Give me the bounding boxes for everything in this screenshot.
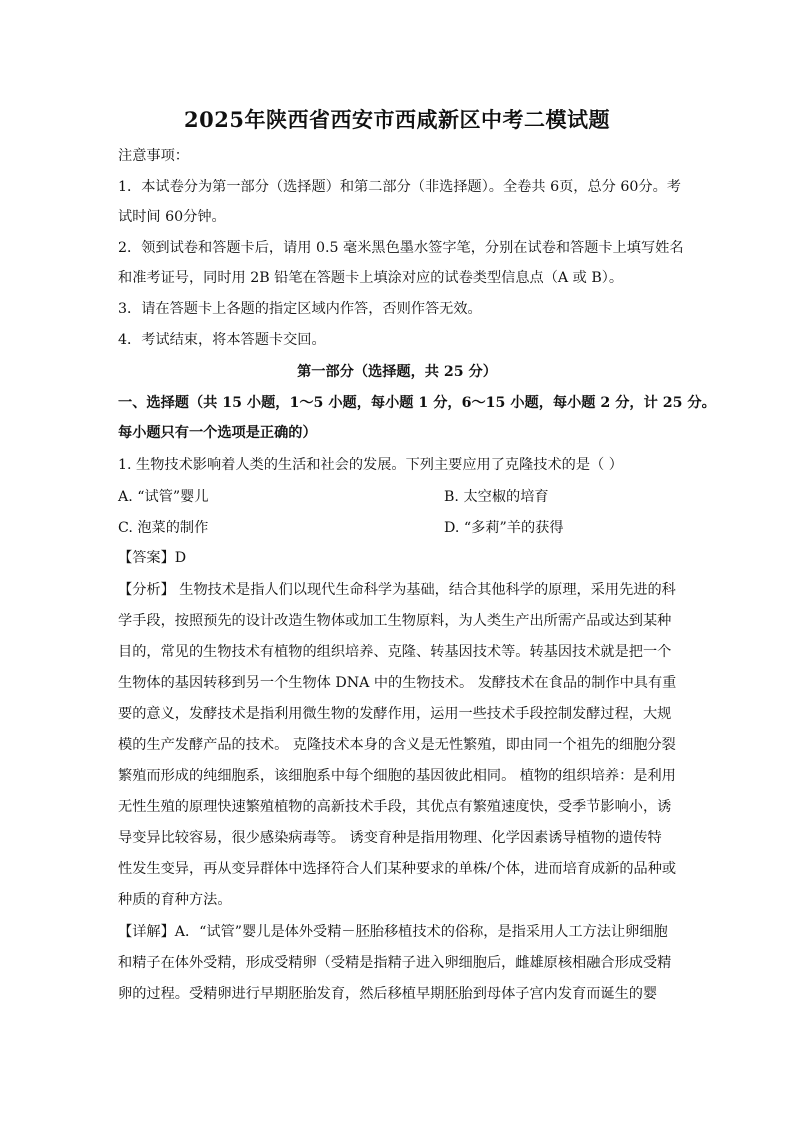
analysis-line: 繁殖而形成的纯细胞系，该细胞系中每个细胞的基因彼此相同。 植物的组织培养：是利用 xyxy=(118,768,676,784)
analysis-line: 性发生变异，再从变异群体中选择符合人们某种要求的单株/个体，进而培育成新的品种或 xyxy=(118,861,677,877)
question-1-stem: 1. 生物技术影响着人类的生活和社会的发展。下列主要应用了克隆技术的是（ ） xyxy=(118,457,623,473)
detail-line: 【详解】A．“试管”婴儿是体外受精－胚胎移植技术的俗称，是指采用人工方法让卵细胞 xyxy=(118,924,668,940)
option-a: A. “试管”婴儿 xyxy=(118,489,209,505)
notice-item-1-line-2: 试时间 60分钟。 xyxy=(118,209,226,225)
analysis-line: 无性生殖的原理快速繁殖植物的高新技术手段，其优点有繁殖速度快，受季节影响小，诱 xyxy=(118,799,672,815)
detail-line: 和精子在体外受精，形成受精卵（受精是指精子进入卵细胞后，雌雄原核相融合形成受精 xyxy=(118,955,672,971)
analysis-line: 生物体的基因转移到另一个生物体 DNA 中的生物技术。 发酵技术在食品的制作中具有重 xyxy=(118,675,677,691)
option-d: D. “多莉”羊的获得 xyxy=(444,520,564,536)
notice-item-2-line-2: 和准考证号，同时用 2B 铅笔在答题卡上填涂对应的试卷类型信息点（A 或 B）。 xyxy=(118,270,624,286)
notice-heading: 注意事项： xyxy=(118,148,189,164)
option-b: B. 太空椒的培育 xyxy=(444,489,549,505)
analysis-line: 【分析】 生物技术是指人们以现代生命科学为基础，结合其他科学的原理，采用先进的科 xyxy=(118,582,676,598)
analysis-line: 导变异比较容易，很少感染病毒等。 诱变育种是指用物理、化学因素诱导植物的遗传特 xyxy=(118,830,662,846)
detail-line: 卵的过程。受精卵进行早期胚胎发育，然后移植早期胚胎到母体子宫内发育而诞生的婴 xyxy=(118,986,658,1002)
option-c: C. 泡菜的制作 xyxy=(118,520,209,536)
analysis-line: 学手段，按照预先的设计改造生物体或加工生物原料，为人类生产出所需产品或达到某种 xyxy=(118,613,672,629)
notice-item-1-line-1: 1．本试卷分为第一部分（选择题）和第二部分（非选择题）。全卷共 6页，总分 60分。考 xyxy=(118,179,681,195)
notice-item-3: 3．请在答题卡上各题的指定区域内作答，否则作答无效。 xyxy=(118,301,482,317)
part1-heading: 第一部分（选择题，共 25 分） xyxy=(297,364,497,380)
notice-item-2-line-1: 2．领到试卷和答题卡后，请用 0.5 毫米黑色墨水签字笔，分别在试卷和答题卡上填写姓名 xyxy=(118,240,684,256)
analysis-line: 目的，常见的生物技术有植物的组织培养、克隆、转基因技术等。转基因技术就是把一个 xyxy=(118,644,672,660)
analysis-line: 种质的育种方法。 xyxy=(118,892,232,908)
section-heading-line-1: 一、选择题（共 15 小题，1～5 小题，每小题 1 分，6～15 小题，每小题 2 分，计 25 分。 xyxy=(118,395,716,411)
notice-item-4: 4．考试结束，将本答题卡交回。 xyxy=(118,332,326,348)
page-title: 2025年陕西省西安市西咸新区中考二模试题 xyxy=(184,107,610,132)
analysis-line: 模的生产发酵产品的技术。 克隆技术本身的含义是无性繁殖，即由同一个祖先的细胞分裂 xyxy=(118,737,676,753)
section-heading-line-2: 每小题只有一个选项是正确的） xyxy=(118,425,317,441)
answer: 【答案】D xyxy=(118,550,187,566)
analysis-line: 要的意义，发酵技术是指利用微生物的发酵作用，运用一些技术手段控制发酵过程，大规 xyxy=(118,706,672,722)
